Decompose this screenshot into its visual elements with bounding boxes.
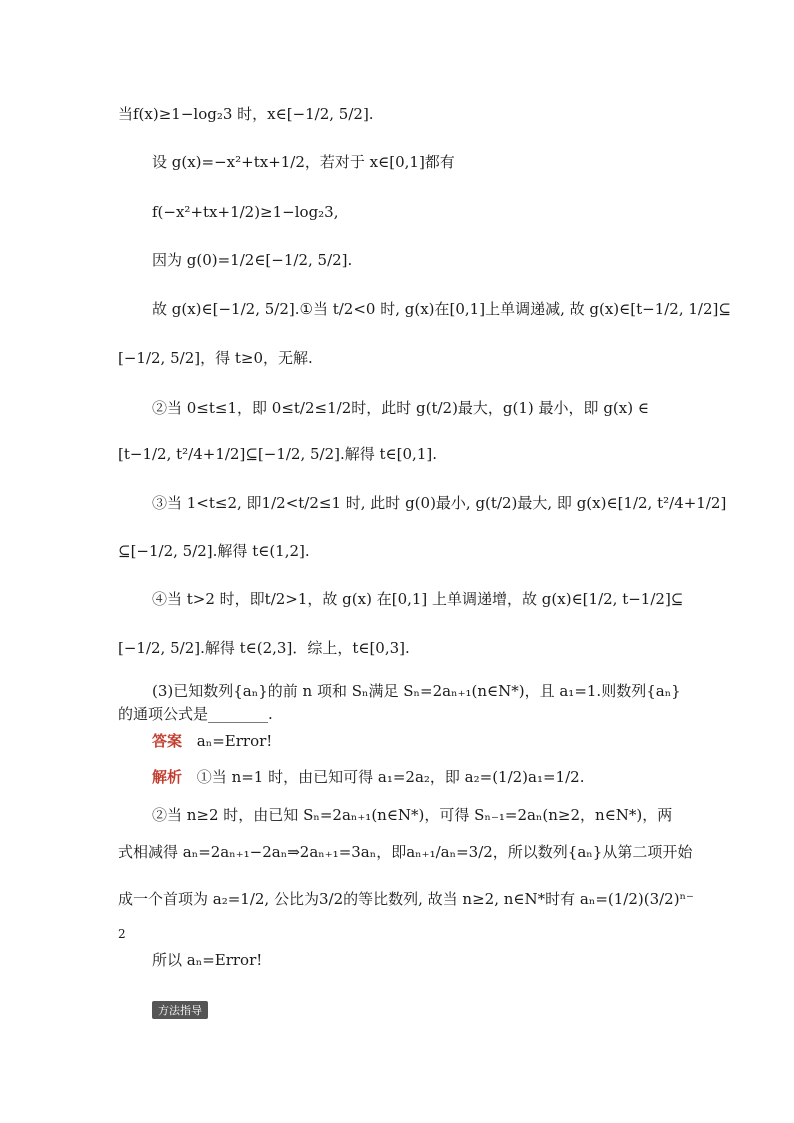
text-line-4: 因为 g(0)=1/2∈[−1/2, 5/2]. — [152, 251, 353, 269]
question-line-2: 的通项公式是________. — [118, 705, 273, 723]
answer-row — [152, 731, 272, 751]
analysis-line-3: 式相减得 aₙ=2aₙ₊₁−2aₙ⇒2aₙ₊₁=3aₙ，即aₙ₊₁/aₙ=3/2，所以数列{aₙ}从第二项开始 — [118, 843, 693, 861]
text-line-11: ④当 t>2 时，即t/2>1，故 g(x) 在[0,1] 上单调递增，故 g(x)∈[1/2, t−1/2]⊆ — [152, 590, 684, 608]
text-line-2: 设 g(x)=−x²+tx+1/2，若对于 x∈[0,1]都有 — [152, 153, 455, 171]
text-line-5: 故 g(x)∈[−1/2, 5/2].①当 t/2<0 时, g(x)在[0,1]上单调递减, 故 g(x)∈[t−1/2, 1/2]⊆ — [152, 300, 731, 318]
analysis-line-4: 成一个首项为 a₂=1/2, 公比为3/2的等比数列, 故当 n≥2, n∈N*时有 aₙ=(1/2)(3/2)ⁿ⁻ — [118, 890, 694, 908]
analysis-first-line: ①当 n=1 时，由已知可得 a₁=2a₂，即 a₂=(1/2)a₁=1/2. — [196, 768, 585, 786]
analysis-label: 解析 — [152, 768, 183, 786]
answer-text: aₙ=Error! — [196, 732, 273, 750]
answer-label: 答案 — [152, 732, 183, 750]
text-line-3: f(−x²+tx+1/2)≥1−log₂3, — [152, 203, 339, 221]
text-line-1: 当f(x)≥1−log₂3 时，x∈[−1/2, 5/2]. — [118, 105, 374, 123]
text-line-10: ⊆[−1/2, 5/2].解得 t∈(1,2]. — [118, 542, 310, 560]
analysis-line-5: 2 — [118, 927, 126, 941]
text-line-7: ②当 0≤t≤1，即 0≤t/2≤1/2时，此时 g(t/2)最大，g(1) 最小，即 g(x) ∈ — [152, 399, 649, 417]
text-line-9: ③当 1<t≤2, 即1/2<t/2≤1 时, 此时 g(0)最小, g(t/2)最大, 即 g(x)∈[1/2, t²/4+1/2] — [152, 494, 727, 512]
analysis-line-2: ②当 n≥2 时，由已知 Sₙ=2aₙ₊₁(n∈N*)，可得 Sₙ₋₁=2aₙ(n≥2，n∈N*)，两 — [152, 806, 673, 824]
question-line-1: (3)已知数列{aₙ}的前 n 项和 Sₙ满足 Sₙ=2aₙ₊₁(n∈N*)，且 a₁=1.则数列{aₙ} — [152, 682, 681, 700]
text-line-6: [−1/2, 5/2]，得 t≥0，无解. — [118, 349, 313, 367]
text-line-8: [t−1/2, t²/4+1/2]⊆[−1/2, 5/2].解得 t∈[0,1]. — [118, 445, 437, 463]
analysis-row — [152, 767, 584, 787]
analysis-conclusion: 所以 aₙ=Error! — [152, 951, 263, 969]
method-guide-badge: 方法指导 — [152, 1001, 208, 1019]
text-line-12: [−1/2, 5/2].解得 t∈(2,3]．综上，t∈[0,3]. — [118, 639, 410, 657]
